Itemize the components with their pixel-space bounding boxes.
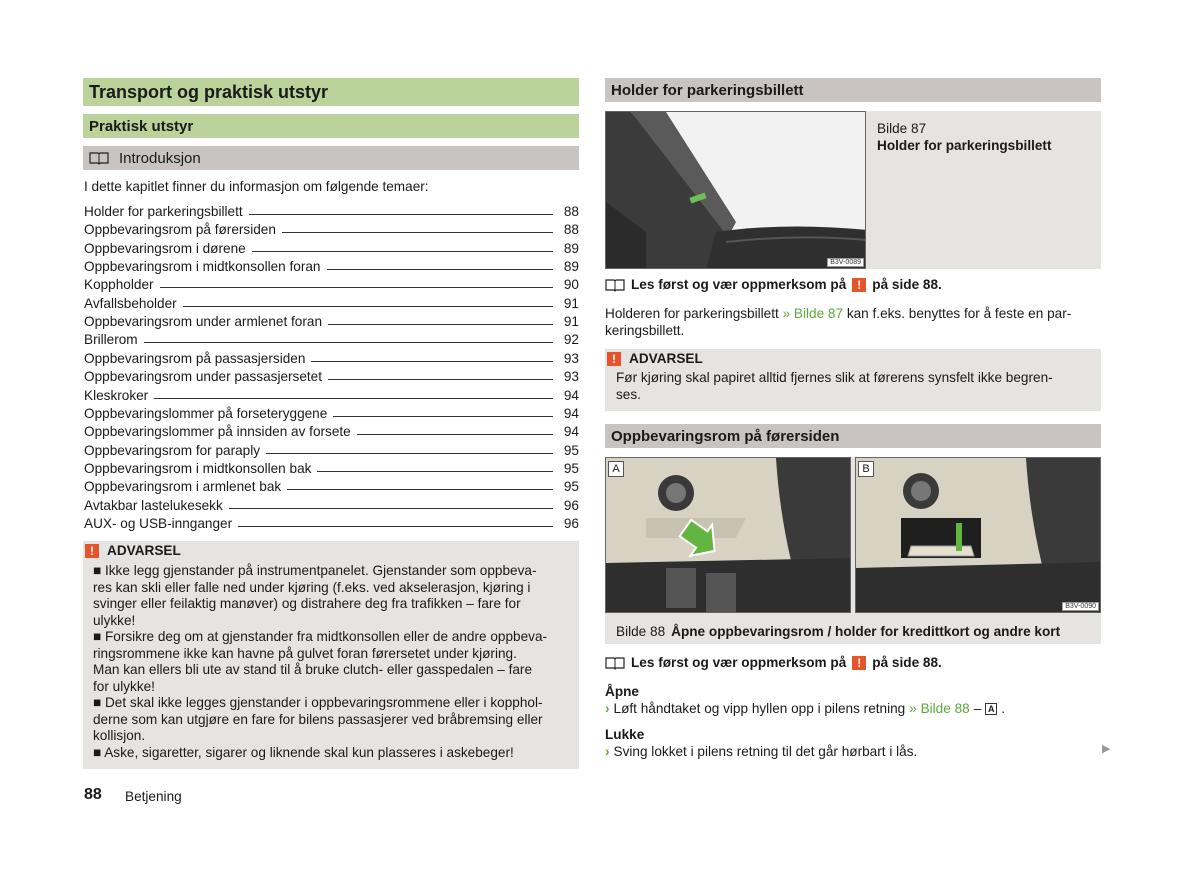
book-icon [605,278,625,292]
warning-line: svinger eller feilaktig manøver) og distrahere deg fra trafikken – fare for [93,596,521,611]
toc-label: Oppbevaringsrom for paraply [84,442,261,458]
toc-row[interactable] [84,256,579,274]
left-warning-title: ADVARSEL [107,543,181,558]
toc-label: Kleskroker [84,387,149,403]
toc-leader [328,324,553,325]
warning-line: ulykke! [93,612,136,628]
toc-page: 95 [563,460,579,476]
toc-page: 90 [563,277,579,293]
toc-page: 94 [563,405,579,421]
figure-87-image [605,111,866,269]
intro-text: I dette kapitlet finner du informasjon om følgende temaer: [84,179,429,194]
continue-arrow-icon: ▶ [1102,743,1111,755]
toc-page: 94 [563,387,579,403]
warning-icon: ! [852,278,866,292]
toc-leader [154,398,553,399]
toc-page: 89 [563,240,579,256]
toc-row[interactable] [84,219,579,237]
section2-header: Oppbevaringsrom på førersiden [605,424,1101,448]
toc-page: 88 [563,222,579,238]
toc-label: Oppbevaringsrom på passasjersiden [84,350,306,366]
figure-88-caption-row [616,624,1060,639]
toc-page: 95 [563,442,579,458]
figure-87-code: B3V-0089 [827,258,864,267]
warning-line: ringsrommene ikke kan havne på gulvet foran førersetet under kjøring. [93,645,517,661]
right-warning-text: Før kjøring skal papiret alltid fjernes slik at førerens synsfelt ikke begren- ses. [616,370,1053,402]
toc-leader [160,287,553,288]
chapter-title: Transport og praktisk utstyr [83,78,579,106]
step-chevron-icon: › [605,744,610,759]
toc-row[interactable] [84,513,579,531]
open-heading: Åpne [605,684,639,699]
figure-88-caption: Åpne oppbevaringsrom / holder for kredittkort og andre kort [671,624,1061,639]
toc-label: AUX- og USB-innganger [84,515,233,531]
warning-icon: ! [607,352,621,366]
figure-88-code: B3V-0090 [1062,602,1099,611]
left-warning-header [85,543,181,558]
toc-leader [282,232,553,233]
toc-leader [327,269,554,270]
toc-row[interactable] [84,329,579,347]
figure-88-link[interactable]: » Bilde 88 [909,701,970,716]
glovebox-illustration-b [856,458,1101,613]
book-icon [89,151,109,165]
toc-page: 96 [563,515,579,531]
toc-row[interactable] [84,458,579,476]
toc-leader [252,251,553,252]
intro-header [83,146,579,170]
warning-line: derne som kan utgjøre en fare for bilens passasjerer ved bråbremsing eller [93,711,543,727]
toc-row[interactable] [84,366,579,384]
figure-88-panel-b-label: B [858,461,874,477]
toc-page: 96 [563,497,579,513]
close-step: › Sving lokket i pilens retning til det går hørbart i lås. [605,744,918,759]
close-heading: Lukke [605,727,645,742]
right-warning-box [605,349,1101,411]
toc-page: 89 [563,259,579,275]
toc-label: Koppholder [84,277,154,293]
toc-leader [266,453,553,454]
warning-icon: ! [852,656,866,670]
warning-line: res kan skli eller falle ned under kjøring (f.eks. ved akselerasjon, kjøring i [93,579,531,595]
figure-88-image-b [855,457,1101,613]
toc-page: 94 [563,424,579,440]
right-warning-title: ADVARSEL [629,351,703,366]
windshield-illustration [606,112,866,269]
toc-row[interactable] [84,348,579,366]
figure-88-image-a [605,457,851,613]
warning-line: kollisjon. [93,728,146,743]
toc-label: Oppbevaringsrom i midtkonsollen foran [84,259,321,275]
warning-line: for ulykke! [93,678,155,694]
toc-leader [311,361,553,362]
toc-leader [328,379,553,380]
right-warning-header [607,351,703,366]
left-warning-text [93,563,573,761]
figure-88-label: Bilde 88 [616,624,666,639]
section1-header: Holder for parkeringsbillett [605,78,1101,102]
toc-label: Oppbevaringsrom under armlenet foran [84,314,323,330]
toc-label: Holder for parkeringsbillett [84,204,243,219]
toc-leader [357,434,553,435]
toc-page: 92 [563,332,579,348]
toc-label: Brillerom [84,332,138,348]
toc-row[interactable] [84,385,579,403]
warning-line: ■ Ikke legg gjenstander på instrumentpanelet. Gjenstander som oppbeva- [93,563,537,578]
paragraph-1: Holderen for parkeringsbillett » Bilde 87 kan f.eks. benyttes for å feste en par- keringsbillett. [605,306,1072,338]
toc-row[interactable] [84,476,579,494]
toc-page: 91 [563,295,579,311]
figure-87-link[interactable]: » Bilde 87 [782,306,844,321]
toc-leader [229,508,553,509]
toc-page: 93 [563,369,579,385]
toc-page: 93 [563,350,579,366]
toc-label: Oppbevaringslommer på innsiden av forsete [84,424,351,440]
warning-line: ■ Forsikre deg om at gjenstander fra midtkonsollen eller de andre oppbeva- [93,629,548,644]
section-title: Praktisk utstyr [83,114,579,138]
toc-row[interactable] [84,274,579,292]
toc-leader [249,214,553,215]
toc-leader [183,306,553,307]
warning-line: ■ Det skal ikke legges gjenstander i oppbevaringsrommene eller i kopphol- [93,695,543,710]
step-chevron-icon: › [605,701,610,716]
warning-line: ■ Aske, sigaretter, sigarer og liknende skal kun plasseres i askebeger! [93,744,514,760]
toc-label: Oppbevaringsrom i midtkonsollen bak [84,460,312,476]
read-first-note-2: Les først og vær oppmerksom på ! på side 88. [605,655,942,670]
figure-87-label: Bilde 87 [877,121,927,136]
warning-line: Man kan ellers bli ute av stand til å bruke clutch- eller gasspedalen – fare [93,662,533,677]
toc-row[interactable] [84,293,579,311]
toc-leader [238,526,553,527]
toc-row[interactable] [84,403,579,421]
figure-87-caption: Holder for parkeringsbillett [877,138,1052,153]
footer-section: Betjening [125,789,182,804]
toc-page: 91 [563,314,579,330]
toc-label: Oppbevaringsrom i armlenet bak [84,479,282,495]
toc-label: Oppbevaringslommer på forseteryggene [84,405,328,421]
figure-88-panel-a-label: A [608,461,624,477]
warning-icon: ! [85,544,99,558]
toc-label: Avfallsbeholder [84,295,177,311]
open-step: › Løft håndtaket og vipp hyllen opp i pilens retning » Bilde 88 – A . [605,701,1006,716]
toc-page: 88 [563,204,579,219]
toc-row[interactable] [84,421,579,439]
toc-label: Oppbevaringsrom under passasjersetet [84,369,323,385]
book-icon [605,656,625,670]
toc-row[interactable] [84,440,579,458]
intro-title: Introduksjon [119,149,201,167]
read-first-note-1: Les først og vær oppmerksom på ! på side 88. [605,277,942,292]
glovebox-illustration-a [606,458,851,613]
toc-leader [317,471,553,472]
toc-leader [287,489,553,490]
toc-page: 95 [563,479,579,495]
toc-row[interactable] [84,311,579,329]
panel-a-ref: A [985,703,997,715]
page-number: 88 [84,786,102,803]
toc-leader [333,416,553,417]
toc-label: Avtakbar lastelukesekk [84,497,223,513]
toc-row[interactable] [84,238,579,256]
toc-label: Oppbevaringsrom i dørene [84,240,246,256]
left-warning-box [83,541,579,769]
toc-label: Oppbevaringsrom på førersiden [84,222,276,238]
toc-leader [144,342,553,343]
toc-row[interactable] [84,495,579,513]
toc-row[interactable] [84,201,579,219]
